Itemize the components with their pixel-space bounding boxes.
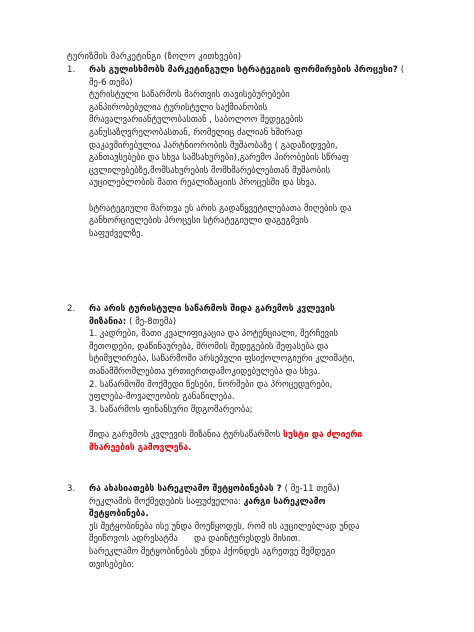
question-heading [89, 303, 412, 328]
text-span: რეკლამის მოქმედების საფუძველია: [89, 496, 241, 507]
answer-body [89, 89, 412, 240]
topic-note: ( მე-8თემა) [129, 316, 177, 327]
topic-note: ( მე-6 თემა) [89, 65, 405, 88]
text-line: განუსაზღვრელობასთან, რომელიც ძალიან ხშირად [89, 127, 303, 138]
text-line: შეიწოვოს ადრესატმა და დაინტერესდეს მისით. [89, 534, 301, 545]
text-line: სტრატეგიული მართვა ეს არის გადაწყვეტილებათა მიღების და [89, 203, 352, 214]
text-line: დაკავშირებულია პარტნიორობის მუშაობაზე ( გადაზიდვები, [89, 140, 338, 151]
question-heading [89, 64, 412, 89]
list-line: უფლება-მოვალეობის განაწილება. [89, 392, 235, 403]
question-text: მიზანია: [89, 316, 127, 327]
question-text: რა არის ტურისტული საწარმოს შიდა გარემოს კვლევის [89, 304, 335, 314]
question-3 [67, 483, 412, 571]
text-line: საფუძველზე. [89, 228, 144, 239]
list-line: 3. საწარმოს ფინანსური მდგომარეობა; [89, 404, 253, 415]
text-line [89, 508, 412, 521]
text-line: ეს შეტყობინება ისე უნდა მოეწყოდეს, რომ ის აუცილებლად უნდა [89, 521, 360, 532]
text-line: აუცილებლობის მათი რეალიზაციის პროცესში და სხვა. [89, 178, 317, 189]
question-text: რა ახასიათებს სარეკლამო შეტყობინებას ? [89, 484, 282, 494]
text-line: სარეკლამო შეტყობინებას უნდა ჰქონდეს აგრეთვე შემდეგი [89, 546, 336, 557]
conclusion-text: შიდა გარემოს კვლევის მიზანია ტურსაწარმოს [89, 429, 281, 440]
question-2 [67, 303, 412, 454]
bold-text: კარგი სარეკლამო [243, 496, 326, 507]
question-1 [67, 64, 412, 240]
list-line: 2. საწარმოში მოქმედი წესები, ნორმები და პროცედურები, [89, 379, 333, 390]
document-title: ტურიზმის მარკეტინგი (ზოლო კითხვები) [67, 52, 242, 62]
list-line: სტიმულირება, საწარმოში არსებული ფსიქოლოგიური კლიმატი, [89, 354, 355, 365]
answer-body [89, 328, 412, 454]
question-number: 2. [67, 304, 76, 314]
conclusion-line [89, 442, 412, 455]
text-line [89, 496, 412, 509]
text-line: ტურისტული საწარმოს მართვის თავისებურებები [89, 90, 290, 101]
text-line: ცვლილებებზე,მომსახურების მომხმარებლებთან მუშაობის [89, 165, 331, 176]
question-number: 3. [67, 484, 76, 494]
text-line: განხორციელების პროცესი სტრატეგიული დაგეგმვის [89, 216, 309, 227]
question-heading [89, 483, 412, 496]
list-line: თანამშრომლებთა ურთიერთდამოკიდებულება და სხვა. [89, 366, 321, 377]
text-line: განთავსებები და სხვა სამსახურები),გარემო პირობების სწრაფ [89, 153, 349, 164]
answer-body [89, 496, 412, 572]
list-line: 1. კადრები, მათი კვალიფიკაცია და პოტენციალი, შერჩევის [89, 329, 339, 340]
highlighted-text: მხარეების გამოვლენა. [89, 442, 192, 453]
bold-text: შეტყობინება. [89, 509, 149, 520]
highlighted-text: სუსტი და ძლიერი [283, 429, 363, 440]
list-line: მეთოდები, დაწინაურება, შრომის შედეგების შეფასება და [89, 341, 329, 352]
text-line: მრავალვარიანტულობასთან , საბოლოო შედეგების [89, 115, 304, 126]
question-text: რას გულისხმობს მარკეტინგული სტრატეგიის ფორმირების პროცესი? [89, 65, 398, 75]
question-number: 1. [67, 65, 76, 75]
conclusion-line [89, 429, 412, 442]
text-line: განპირობებულია ტურისტული საქმიანობის [89, 102, 268, 113]
text-line: თვისებები: [89, 559, 135, 570]
topic-note: ( მე-11 თემა) [284, 484, 340, 494]
